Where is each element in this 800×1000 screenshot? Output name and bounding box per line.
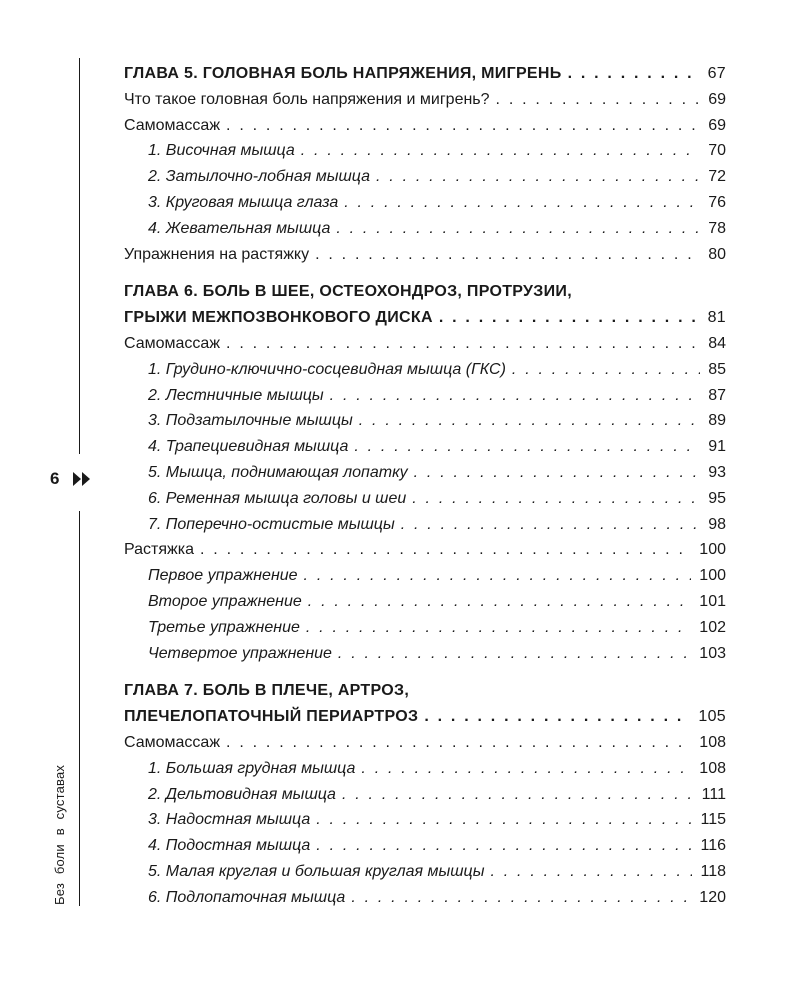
toc-subentry[interactable]: [124, 615, 726, 641]
dot-leader: [301, 138, 700, 164]
toc-entry[interactable]: [124, 87, 726, 113]
entry-title: 3. Подзатылочные мышцы: [148, 412, 353, 430]
toc-subentry[interactable]: [124, 216, 726, 242]
dot-leader: [330, 383, 701, 409]
dot-leader: [354, 434, 700, 460]
chapter-heading[interactable]: [124, 305, 726, 331]
entry-title: Самомассаж: [124, 733, 221, 751]
dot-leader: [439, 305, 700, 331]
chapter-heading[interactable]: [124, 61, 726, 87]
dot-leader: [568, 61, 700, 87]
chapter-title-line: ГЛАВА 6. БОЛЬ В ШЕЕ, ОСТЕОХОНДРОЗ, ПРОТРУЗИИ,: [124, 283, 572, 301]
toc-subentry[interactable]: [124, 859, 726, 885]
entry-title: Второе упражнение: [148, 592, 302, 610]
toc-subentry[interactable]: [124, 383, 726, 409]
toc-entry[interactable]: [124, 113, 726, 139]
toc-subentry[interactable]: [124, 138, 726, 164]
toc-subentry[interactable]: [124, 512, 726, 538]
page-ref: 87: [708, 386, 726, 404]
page-ref: 116: [700, 837, 726, 855]
toc-subentry[interactable]: [124, 756, 726, 782]
page-ref: 108: [699, 759, 726, 777]
dot-leader: [338, 641, 691, 667]
dot-leader: [414, 460, 701, 486]
entry-title: Третье упражнение: [148, 618, 300, 636]
chapter-title: ГРЫЖИ МЕЖПОЗВОНКОВОГО ДИСКА: [124, 309, 433, 327]
entry-title: 1. Грудино-ключично-сосцевидная мышца (ГКС): [148, 360, 506, 378]
entry-title: 4. Подостная мышца: [148, 837, 311, 855]
dot-leader: [200, 537, 691, 563]
dot-leader: [512, 357, 700, 383]
toc-subentry[interactable]: [124, 434, 726, 460]
dot-leader: [316, 807, 692, 833]
toc-subentry[interactable]: [124, 563, 726, 589]
margin-rule-top: [79, 58, 80, 454]
dot-leader: [226, 730, 691, 756]
dot-leader: [316, 833, 692, 859]
toc-subentry[interactable]: [124, 782, 726, 808]
page-ref: 111: [701, 785, 726, 803]
entry-title: Самомассаж: [124, 116, 221, 134]
page-ref: 80: [708, 245, 726, 263]
double-arrow-icon: [73, 472, 91, 486]
entry-title: 5. Малая круглая и большая круглая мышцы: [148, 862, 485, 880]
section-gap: [124, 666, 726, 678]
entry-title: 3. Надостная мышца: [148, 811, 311, 829]
page-ref: 95: [708, 489, 726, 507]
dot-leader: [306, 615, 691, 641]
entry-title: 1. Большая грудная мышца: [148, 759, 356, 777]
entry-title: Упражнения на растяжку: [124, 245, 310, 263]
entry-title: 2. Дельтовидная мышца: [148, 785, 336, 803]
page-number: 6: [50, 469, 60, 488]
page-ref: 78: [708, 219, 726, 237]
toc-subentry[interactable]: [124, 885, 726, 911]
page-ref: 100: [699, 567, 726, 585]
entry-title: 5. Мышца, поднимающая лопатку: [148, 463, 408, 481]
dot-leader: [226, 331, 700, 357]
page-ref: 118: [700, 862, 726, 880]
dot-leader: [496, 87, 701, 113]
running-title: Без боли в суставах: [52, 764, 67, 905]
toc-subentry[interactable]: [124, 164, 726, 190]
dot-leader: [424, 704, 690, 730]
toc-subentry[interactable]: [124, 641, 726, 667]
dot-leader: [351, 885, 691, 911]
toc-subentry[interactable]: [124, 807, 726, 833]
toc-subentry[interactable]: [124, 833, 726, 859]
toc-entry[interactable]: [124, 537, 726, 563]
page-ref: 70: [708, 142, 726, 160]
page-ref: 105: [698, 708, 726, 726]
entry-title: 4. Трапециевидная мышца: [148, 438, 349, 456]
toc-subentry[interactable]: [124, 190, 726, 216]
entry-title: 1. Височная мышца: [148, 142, 295, 160]
toc-subentry[interactable]: [124, 357, 726, 383]
chapter-heading[interactable]: [124, 704, 726, 730]
dot-leader: [361, 756, 691, 782]
chapter-title: ПЛЕЧЕЛОПАТОЧНЫЙ ПЕРИАРТРОЗ: [124, 708, 419, 726]
dot-leader: [226, 113, 700, 139]
page-ref: 85: [708, 360, 726, 378]
page-ref: 91: [708, 438, 726, 456]
entry-title: 3. Круговая мышца глаза: [148, 193, 339, 211]
dot-leader: [376, 164, 700, 190]
page-ref: 115: [700, 811, 726, 829]
page-ref: 108: [699, 733, 726, 751]
entry-title: Растяжка: [124, 541, 194, 559]
page-ref: 81: [707, 309, 726, 327]
toc-subentry[interactable]: [124, 460, 726, 486]
page-ref: 93: [708, 463, 726, 481]
margin-rule-bottom: [79, 511, 80, 906]
page-ref: 100: [699, 541, 726, 559]
toc-subentry[interactable]: [124, 408, 726, 434]
dot-leader: [412, 486, 700, 512]
dot-leader: [336, 216, 700, 242]
page-ref: 120: [699, 888, 726, 906]
entry-title: 2. Затылочно-лобная мышца: [148, 168, 370, 186]
toc-entry[interactable]: [124, 331, 726, 357]
page-ref: 101: [699, 592, 726, 610]
page-ref: 103: [699, 644, 726, 662]
dot-leader: [308, 589, 692, 615]
entry-title: 7. Поперечно-остистые мышцы: [148, 515, 395, 533]
page-ref: 72: [708, 168, 726, 186]
table-of-contents: [124, 61, 726, 911]
dot-leader: [342, 782, 694, 808]
page-ref: 102: [699, 618, 726, 636]
dot-leader: [304, 563, 692, 589]
entry-title: Первое упражнение: [148, 567, 298, 585]
page-ref: 76: [708, 193, 726, 211]
page-ref: 69: [708, 90, 726, 108]
dot-leader: [401, 512, 700, 538]
entry-title: Что такое головная боль напряжения и мигрень?: [124, 90, 490, 108]
toc-entry[interactable]: [124, 730, 726, 756]
entry-title: 6. Подлопаточная мышца: [148, 888, 346, 906]
dot-leader: [344, 190, 700, 216]
page-ref: 67: [707, 65, 726, 82]
entry-title: 4. Жевательная мышца: [148, 219, 331, 237]
page-ref: 84: [708, 334, 726, 352]
chapter-title-line: ГЛАВА 7. БОЛЬ В ПЛЕЧЕ, АРТРОЗ,: [124, 682, 410, 700]
page-ref: 98: [708, 515, 726, 533]
chapter-title: ГЛАВА 5. ГОЛОВНАЯ БОЛЬ НАПРЯЖЕНИЯ, МИГРЕНЬ: [124, 65, 562, 82]
toc-subentry[interactable]: [124, 589, 726, 615]
entry-title: Четвертое упражнение: [148, 644, 332, 662]
toc-subentry[interactable]: [124, 486, 726, 512]
page-ref: 89: [708, 412, 726, 430]
dot-leader: [315, 242, 700, 268]
page-ref: 69: [708, 116, 726, 134]
toc-entry[interactable]: [124, 242, 726, 268]
section-gap: [124, 267, 726, 279]
dot-leader: [359, 408, 700, 434]
entry-title: 2. Лестничные мышцы: [148, 386, 324, 404]
entry-title: 6. Ременная мышца головы и шеи: [148, 489, 407, 507]
entry-title: Самомассаж: [124, 334, 221, 352]
dot-leader: [490, 859, 692, 885]
